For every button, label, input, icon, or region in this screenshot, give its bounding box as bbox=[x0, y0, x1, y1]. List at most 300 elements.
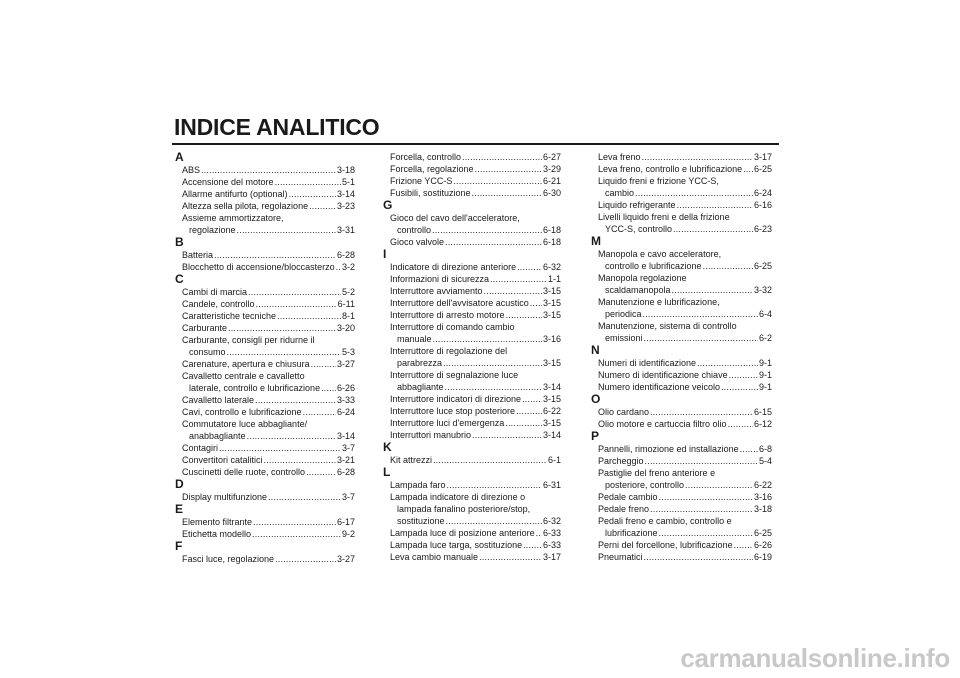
index-entry-text: lubrificazione bbox=[605, 528, 658, 538]
index-entry-text: Batteria bbox=[182, 250, 214, 260]
index-entry bbox=[598, 175, 772, 199]
index-entry-text: Cambi di marcia bbox=[182, 287, 248, 297]
index-entry bbox=[598, 320, 772, 344]
index-entry-text: Contagiri bbox=[182, 443, 219, 453]
dot-leader bbox=[645, 455, 758, 467]
dot-leader bbox=[635, 187, 753, 199]
index-entry bbox=[390, 297, 561, 309]
index-entry-text: Parcheggio bbox=[598, 456, 644, 466]
index-entry-text: controllo e lubrificazione bbox=[605, 261, 702, 271]
dot-leader bbox=[446, 515, 542, 527]
dot-leader bbox=[445, 236, 542, 248]
index-entry bbox=[390, 345, 561, 369]
index-page-number: 3-17 bbox=[542, 552, 561, 562]
index-page-number: 1-1 bbox=[547, 274, 561, 284]
index-letter-heading: K bbox=[383, 440, 392, 454]
index-entry-text: Indicatore di direzione anteriore bbox=[390, 262, 517, 272]
index-page-number: 6-8 bbox=[758, 444, 772, 454]
index-entry-text: Olio motore e cartuccia filtro olio bbox=[598, 419, 727, 429]
index-page-number: 6-22 bbox=[542, 406, 561, 416]
index-entry-text: consumo bbox=[189, 347, 226, 357]
index-entry bbox=[598, 357, 772, 369]
index-page-number: 6-24 bbox=[336, 407, 355, 417]
index-letter-heading: N bbox=[591, 343, 600, 357]
index-page-number: 6-23 bbox=[753, 224, 772, 234]
dot-leader bbox=[248, 286, 341, 298]
index-entry-text: Altezza sella pilota, regolazione bbox=[182, 201, 309, 211]
index-entry bbox=[390, 405, 561, 417]
index-entry-text: Manutenzione e lubrificazione, bbox=[598, 297, 720, 307]
index-page-number: 8-1 bbox=[341, 311, 355, 321]
index-page-number: 5-3 bbox=[341, 347, 355, 357]
index-entry bbox=[390, 187, 561, 199]
index-entry-text: Cuscinetti delle ruote, controllo bbox=[182, 467, 306, 477]
index-entry bbox=[390, 491, 561, 527]
index-entry bbox=[598, 248, 772, 272]
index-page-number: 6-32 bbox=[542, 262, 561, 272]
index-column-2 bbox=[383, 151, 561, 563]
index-entry-text: emissioni bbox=[605, 333, 643, 343]
index-entry bbox=[390, 527, 561, 539]
index-entry-text: Fasci luce, regolazione bbox=[182, 554, 275, 564]
index-entry bbox=[598, 296, 772, 320]
index-letter-heading: M bbox=[591, 234, 601, 248]
index-page-number: 9-1 bbox=[758, 370, 772, 380]
index-entry-text: lampada fanalino posteriore/stop, bbox=[397, 504, 531, 514]
index-entry-text: Gioco valvole bbox=[390, 237, 445, 247]
index-entry bbox=[598, 491, 772, 503]
index-entry bbox=[390, 551, 561, 563]
index-page-number: 3-27 bbox=[336, 554, 355, 564]
index-entry bbox=[182, 516, 355, 528]
index-entry bbox=[598, 467, 772, 491]
dot-leader bbox=[644, 551, 753, 563]
index-entry-text: Pedale cambio bbox=[598, 492, 658, 502]
dot-leader bbox=[490, 273, 547, 285]
index-entry bbox=[182, 358, 355, 370]
index-entry-text: Numeri di identificazione bbox=[598, 358, 697, 368]
index-entry bbox=[390, 175, 561, 187]
index-letter-heading: L bbox=[383, 465, 391, 479]
dot-leader bbox=[672, 284, 753, 296]
dot-leader bbox=[506, 309, 542, 321]
index-entry-text: YCC-S, controllo bbox=[605, 224, 673, 234]
dot-leader bbox=[311, 358, 336, 370]
index-entry bbox=[598, 381, 772, 393]
dot-leader bbox=[740, 443, 758, 455]
index-entry bbox=[182, 406, 355, 418]
index-entry-text: Allarme antifurto (optional) bbox=[182, 189, 288, 199]
index-entry-text: Cavi, controllo e lubrificazione bbox=[182, 407, 302, 417]
index-page-number: 3-14 bbox=[542, 382, 561, 392]
index-entry bbox=[182, 176, 355, 188]
index-column-3 bbox=[591, 151, 772, 563]
index-entry bbox=[598, 272, 772, 296]
index-entry bbox=[598, 199, 772, 211]
index-letter-heading: C bbox=[175, 272, 184, 286]
index-entry-text: Interruttore luce stop posteriore bbox=[390, 406, 516, 416]
index-page-number: 3-32 bbox=[753, 285, 772, 295]
dot-leader bbox=[673, 223, 753, 235]
page-title: INDICE ANALITICO bbox=[174, 114, 380, 140]
index-entry bbox=[390, 429, 561, 441]
index-entry-text: Accensione del motore bbox=[182, 177, 274, 187]
index-page-number: 3-23 bbox=[336, 201, 355, 211]
dot-leader bbox=[650, 503, 753, 515]
index-letter-heading: F bbox=[175, 539, 183, 553]
index-entry-text: Fusibili, sostituzione bbox=[390, 188, 471, 198]
index-page-number: 6-33 bbox=[542, 540, 561, 550]
index-page-number: 3-15 bbox=[542, 310, 561, 320]
index-entry-text: Interruttore avviamento bbox=[390, 286, 483, 296]
dot-leader bbox=[247, 430, 336, 442]
index-entry bbox=[598, 539, 772, 551]
index-page-number: 6-26 bbox=[753, 540, 772, 550]
index-entry bbox=[182, 466, 355, 478]
index-page-number: 3-7 bbox=[341, 443, 355, 453]
dot-leader bbox=[336, 261, 341, 273]
index-page-number: 6-17 bbox=[336, 517, 355, 527]
index-entry bbox=[390, 309, 561, 321]
index-entry-text: abbagliante bbox=[397, 382, 444, 392]
index-page-number: 5-4 bbox=[758, 456, 772, 466]
index-page-number: 6-25 bbox=[753, 261, 772, 271]
index-entry-text: Manutenzione, sistema di controllo bbox=[598, 321, 737, 331]
index-page-number: 6-33 bbox=[542, 528, 561, 538]
index-page-number: 9-1 bbox=[758, 382, 772, 392]
index-entry-text: Gioco del cavo dell'acceleratore, bbox=[390, 213, 520, 223]
index-entry-text: controllo bbox=[397, 225, 432, 235]
dot-leader bbox=[703, 260, 753, 272]
dot-leader bbox=[264, 454, 336, 466]
index-entry bbox=[182, 298, 355, 310]
index-entry-text: periodica bbox=[605, 309, 642, 319]
dot-leader bbox=[252, 528, 341, 540]
index-page-number: 3-18 bbox=[336, 165, 355, 175]
index-entry-text: Manopola regolazione bbox=[598, 273, 687, 283]
index-entry bbox=[598, 163, 772, 175]
index-page-number: 6-11 bbox=[337, 299, 355, 309]
index-entry bbox=[598, 515, 772, 539]
index-entry-text: posteriore, controllo bbox=[605, 480, 685, 490]
index-entry-text: Assieme ammortizzatore, bbox=[182, 213, 284, 223]
index-entry bbox=[182, 334, 355, 358]
dot-leader bbox=[445, 381, 542, 393]
index-entry bbox=[182, 322, 355, 334]
index-entry bbox=[390, 236, 561, 248]
index-page-number: 6-28 bbox=[336, 250, 355, 260]
dot-leader bbox=[516, 405, 542, 417]
index-letter-heading: D bbox=[175, 477, 184, 491]
index-letter-heading: I bbox=[383, 247, 387, 261]
index-page-number: 6-16 bbox=[753, 200, 772, 210]
dot-leader bbox=[275, 553, 336, 565]
index-letter-heading: A bbox=[175, 150, 184, 164]
dot-leader bbox=[659, 491, 753, 503]
index-page-number: 6-25 bbox=[753, 528, 772, 538]
index-entry-text: manuale bbox=[397, 334, 432, 344]
index-entry bbox=[390, 393, 561, 405]
index-entry-text: ABS bbox=[182, 165, 201, 175]
index-entry bbox=[598, 443, 772, 455]
dot-leader bbox=[505, 417, 542, 429]
dot-leader bbox=[303, 406, 336, 418]
index-entry bbox=[390, 285, 561, 297]
index-page-number: 6-21 bbox=[542, 176, 561, 186]
index-page-number: 6-28 bbox=[336, 467, 355, 477]
dot-leader bbox=[432, 224, 542, 236]
dot-leader bbox=[479, 551, 542, 563]
index-page-number: 5-2 bbox=[341, 287, 355, 297]
dot-leader bbox=[256, 298, 337, 310]
index-entry bbox=[390, 454, 561, 466]
dot-leader bbox=[472, 429, 542, 441]
index-entry bbox=[182, 553, 355, 565]
index-entry-text: Interruttore di comando cambio bbox=[390, 322, 515, 332]
index-entry-text: Interruttore di regolazione del bbox=[390, 346, 508, 356]
index-entry-text: Display multifunzione bbox=[182, 492, 268, 502]
dot-leader bbox=[643, 308, 758, 320]
index-entry bbox=[598, 406, 772, 418]
index-entry-text: Lampada luce di posizione anteriore bbox=[390, 528, 535, 538]
index-entry-text: Numero identificazione veicolo bbox=[598, 382, 721, 392]
dot-leader bbox=[433, 333, 542, 345]
index-entry bbox=[598, 369, 772, 381]
index-entry-text: Caratteristiche tecniche bbox=[182, 311, 277, 321]
index-page-number: 3-16 bbox=[542, 334, 561, 344]
index-entry bbox=[390, 417, 561, 429]
index-entry bbox=[390, 212, 561, 236]
index-entry-text: Livelli liquido freni e della frizione bbox=[598, 212, 730, 222]
index-column-1 bbox=[175, 151, 355, 565]
index-entry bbox=[598, 151, 772, 163]
index-entry-text: Numero di identificazione chiave bbox=[598, 370, 728, 380]
index-entry bbox=[598, 418, 772, 430]
dot-leader bbox=[650, 406, 753, 418]
index-letter-heading: G bbox=[383, 198, 393, 212]
index-entry bbox=[182, 261, 355, 273]
dot-leader bbox=[277, 310, 341, 322]
index-entry-text: laterale, controllo e lubrificazione bbox=[189, 383, 321, 393]
index-entry-text: Elemento filtrante bbox=[182, 517, 253, 527]
index-entry-text: anabbagliante bbox=[189, 431, 246, 441]
index-page-number: 6-25 bbox=[753, 164, 772, 174]
index-page-number: 6-15 bbox=[753, 407, 772, 417]
index-page-number: 9-2 bbox=[341, 529, 355, 539]
index-page-number: 3-31 bbox=[336, 225, 355, 235]
index-entry-text: parabrezza bbox=[397, 358, 443, 368]
index-entry-text: Cavalletto centrale e cavalletto bbox=[182, 371, 305, 381]
dot-leader bbox=[523, 539, 542, 551]
index-entry bbox=[182, 394, 355, 406]
dot-leader bbox=[306, 466, 336, 478]
index-entry bbox=[182, 200, 355, 212]
index-entry-text: Blocchetto di accensione/bloccasterzo bbox=[182, 262, 335, 272]
dot-leader bbox=[253, 516, 336, 528]
index-entry bbox=[182, 212, 355, 236]
index-entry bbox=[390, 369, 561, 393]
index-entry-text: Leva freno bbox=[598, 152, 641, 162]
dot-leader bbox=[228, 322, 336, 334]
index-entry-text: Informazioni di sicurezza bbox=[390, 274, 490, 284]
index-entry-text: regolazione bbox=[189, 225, 236, 235]
dot-leader bbox=[309, 200, 336, 212]
index-page-number: 3-15 bbox=[542, 298, 561, 308]
index-entry bbox=[182, 164, 355, 176]
index-entry-text: Manopola e cavo acceleratore, bbox=[598, 249, 722, 259]
index-page-number: 9-1 bbox=[758, 358, 772, 368]
index-page-number: 3-16 bbox=[753, 492, 772, 502]
index-entry-text: Liquido freni e frizione YCC-S, bbox=[598, 176, 719, 186]
index-page-number: 6-12 bbox=[753, 419, 772, 429]
index-entry bbox=[390, 151, 561, 163]
index-page-number: 6-30 bbox=[542, 188, 561, 198]
dot-leader bbox=[268, 491, 341, 503]
index-page-number: 6-18 bbox=[542, 237, 561, 247]
dot-leader bbox=[214, 249, 336, 261]
index-entry bbox=[598, 211, 772, 235]
index-page-number: 3-15 bbox=[542, 394, 561, 404]
index-letter-heading: E bbox=[175, 502, 184, 516]
index-entry bbox=[182, 528, 355, 540]
index-page-number: 6-22 bbox=[753, 480, 772, 490]
index-entry-text: Pneumatici bbox=[598, 552, 643, 562]
dot-leader bbox=[522, 393, 542, 405]
dot-leader bbox=[289, 188, 336, 200]
dot-leader bbox=[462, 151, 542, 163]
index-entry bbox=[182, 370, 355, 394]
dot-leader bbox=[721, 381, 758, 393]
index-entry-text: Lampada faro bbox=[390, 480, 446, 490]
index-entry-text: Leva freno, controllo e lubrificazione bbox=[598, 164, 743, 174]
index-entry-text: Perni del forcellone, lubrificazione bbox=[598, 540, 733, 550]
index-entry-text: Pedali freno e cambio, controllo e bbox=[598, 516, 732, 526]
index-entry-text: Carburante bbox=[182, 323, 228, 333]
dot-leader bbox=[697, 357, 758, 369]
index-entry bbox=[182, 454, 355, 466]
index-page-number: 3-33 bbox=[336, 395, 355, 405]
index-page-number: 3-15 bbox=[542, 418, 561, 428]
index-page-number: 3-7 bbox=[341, 492, 355, 502]
index-entry bbox=[182, 442, 355, 454]
index-entry-text: Pannelli, rimozione ed installazione bbox=[598, 444, 739, 454]
index-page-number: 5-1 bbox=[341, 177, 355, 187]
dot-leader bbox=[227, 346, 341, 358]
index-entry bbox=[182, 249, 355, 261]
dot-leader bbox=[219, 442, 341, 454]
index-page-number: 6-2 bbox=[758, 333, 772, 343]
dot-leader bbox=[677, 199, 753, 211]
index-entry bbox=[182, 188, 355, 200]
title-rule bbox=[172, 143, 779, 145]
dot-leader bbox=[321, 382, 336, 394]
index-entry-text: Kit attrezzi bbox=[390, 455, 433, 465]
index-entry bbox=[390, 321, 561, 345]
index-entry bbox=[390, 273, 561, 285]
index-entry bbox=[598, 455, 772, 467]
index-page-number: 3-14 bbox=[542, 430, 561, 440]
index-page-number: 3-15 bbox=[542, 286, 561, 296]
index-page-number: 6-31 bbox=[542, 480, 561, 490]
index-page-number: 6-1 bbox=[547, 455, 561, 465]
dot-leader bbox=[743, 163, 753, 175]
index-page-number: 3-17 bbox=[753, 152, 772, 162]
index-page-number: 3-14 bbox=[336, 431, 355, 441]
watermark: carmanualsonline.info bbox=[680, 643, 950, 673]
index-entry-text: Interruttore dell'avvisatore acustico bbox=[390, 298, 529, 308]
dot-leader bbox=[536, 527, 542, 539]
index-entry bbox=[598, 503, 772, 515]
index-entry bbox=[390, 539, 561, 551]
dot-leader bbox=[644, 332, 758, 344]
index-entry bbox=[390, 479, 561, 491]
dot-leader bbox=[443, 357, 542, 369]
index-entry-text: Liquido refrigerante bbox=[598, 200, 676, 210]
index-page-number: 6-27 bbox=[542, 152, 561, 162]
dot-leader bbox=[728, 418, 753, 430]
index-entry-text: Interruttore di arresto motore bbox=[390, 310, 505, 320]
index-entry-text: Etichetta modello bbox=[182, 529, 252, 539]
index-entry-text: Forcella, regolazione bbox=[390, 164, 474, 174]
dot-leader bbox=[237, 224, 336, 236]
dot-leader bbox=[475, 163, 542, 175]
dot-leader bbox=[255, 394, 336, 406]
index-entry bbox=[390, 163, 561, 175]
index-entry-text: scaldamanopola bbox=[605, 285, 671, 295]
dot-leader bbox=[734, 539, 753, 551]
index-entry bbox=[182, 310, 355, 322]
dot-leader bbox=[201, 164, 336, 176]
dot-leader bbox=[659, 527, 753, 539]
index-letter-heading: P bbox=[591, 429, 600, 443]
index-entry-text: Cavalletto laterale bbox=[182, 395, 255, 405]
dot-leader bbox=[447, 479, 542, 491]
index-entry-text: Lampada luce targa, sostituzione bbox=[390, 540, 523, 550]
index-entry-text: sostituzione bbox=[397, 516, 445, 526]
index-letter-heading: O bbox=[591, 392, 601, 406]
dot-leader bbox=[729, 369, 758, 381]
dot-leader bbox=[530, 297, 542, 309]
index-entry-text: Pastiglie del freno anteriore e bbox=[598, 468, 716, 478]
index-page-number: 6-4 bbox=[758, 309, 772, 319]
dot-leader bbox=[453, 175, 542, 187]
index-entry-text: Pedale freno bbox=[598, 504, 650, 514]
index-entry-text: Forcella, controllo bbox=[390, 152, 462, 162]
dot-leader bbox=[433, 454, 547, 466]
index-page-number: 6-24 bbox=[753, 188, 772, 198]
index-entry-text: Convertitori catalitici bbox=[182, 455, 263, 465]
index-entry-text: cambio bbox=[605, 188, 635, 198]
index-entry-text: Frizione YCC-S bbox=[390, 176, 453, 186]
index-entry bbox=[182, 418, 355, 442]
index-page-number: 6-18 bbox=[542, 225, 561, 235]
index-page-number: 6-26 bbox=[336, 383, 355, 393]
index-entry-text: Candele, controllo bbox=[182, 299, 255, 309]
index-entry-text: Carburante, consigli per ridurne il bbox=[182, 335, 315, 345]
index-entry-text: Leva cambio manuale bbox=[390, 552, 479, 562]
dot-leader bbox=[472, 187, 542, 199]
index-page-number: 3-20 bbox=[336, 323, 355, 333]
index-entry-text: Carenature, apertura e chiusura bbox=[182, 359, 310, 369]
index-entry-text: Interruttore indicatori di direzione bbox=[390, 394, 522, 404]
dot-leader bbox=[484, 285, 542, 297]
index-page-number: 3-29 bbox=[542, 164, 561, 174]
index-page-number: 3-15 bbox=[542, 358, 561, 368]
index-entry bbox=[390, 261, 561, 273]
index-entry bbox=[182, 491, 355, 503]
index-page-number: 3-27 bbox=[336, 359, 355, 369]
dot-leader bbox=[275, 176, 341, 188]
